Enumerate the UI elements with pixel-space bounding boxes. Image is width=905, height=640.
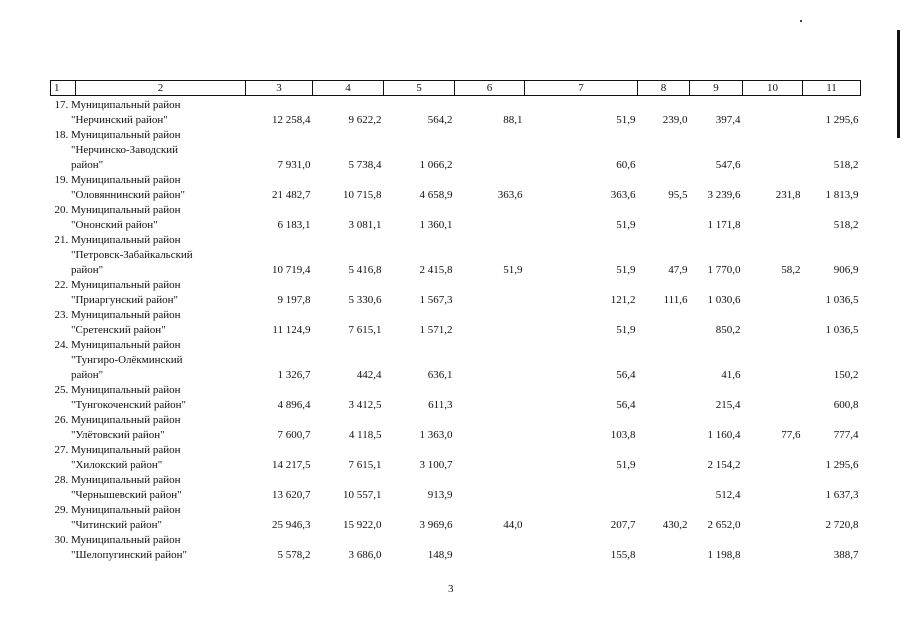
value-cell-c3: 25 946,3 — [272, 519, 311, 531]
header-cell: 7 — [525, 81, 638, 96]
value-cell-c11: 1 036,5 — [825, 294, 859, 306]
district-name: 17. Муниципальный район "Нерчинский район" — [54, 99, 181, 126]
value-cell-c6 — [455, 473, 525, 503]
value-cell-c6 — [455, 383, 525, 413]
table-row — [51, 383, 861, 413]
value-cell-c8 — [638, 308, 690, 338]
value-cell-c5: 4 658,9 — [419, 189, 453, 201]
value-cell-c4: 3 686,0 — [348, 549, 382, 561]
value-cell-c6 — [455, 413, 525, 443]
district-name: 21. Муниципальный район "Петровск-Забайкальский район" — [54, 234, 193, 276]
district-name: 28. Муниципальный район "Чернышевский район" — [54, 474, 182, 501]
value-cell-c8 — [638, 128, 690, 173]
value-cell-c5: 1 363,0 — [419, 429, 453, 441]
value-cell-c3: 6 183,1 — [277, 219, 311, 231]
value-cell-c11: 1 295,6 — [825, 114, 859, 126]
value-cell-c9: 41,6 — [721, 369, 741, 381]
value-cell-c9: 2 154,2 — [707, 459, 741, 471]
value-cell-c4: 5 330,6 — [348, 294, 382, 306]
value-cell-c7: 60,6 — [616, 159, 636, 171]
value-cell-c9: 1 030,6 — [707, 294, 741, 306]
value-cell-c6 — [455, 338, 525, 383]
table-row — [51, 413, 861, 443]
column-number-header — [51, 81, 861, 96]
value-cell-c4: 10 715,8 — [343, 189, 382, 201]
table-row — [51, 233, 861, 278]
value-cell-c5: 1 567,3 — [419, 294, 453, 306]
value-cell-c3: 1 326,7 — [277, 369, 311, 381]
table-row — [51, 338, 861, 383]
value-cell-c10 — [743, 473, 803, 503]
value-cell-c5: 1 066,2 — [419, 159, 453, 171]
page-number: 3 — [448, 583, 454, 595]
value-cell-c11: 150,2 — [833, 369, 859, 381]
value-cell-c11: 906,9 — [833, 264, 859, 276]
value-cell-c7: 207,7 — [610, 519, 636, 531]
value-cell-c7: 103,8 — [610, 429, 636, 441]
value-cell-c9: 547,6 — [715, 159, 741, 171]
value-cell-c7: 51,9 — [616, 264, 636, 276]
value-cell-c5: 913,9 — [427, 489, 453, 501]
value-cell-c3: 9 197,8 — [277, 294, 311, 306]
value-cell-c7 — [525, 473, 638, 503]
value-cell-c10: 58,2 — [781, 264, 801, 276]
value-cell-c10: 231,8 — [775, 189, 801, 201]
table-row — [51, 98, 861, 128]
value-cell-c6: 88,1 — [503, 114, 523, 126]
header-cell: 4 — [313, 81, 384, 96]
value-cell-c3: 10 719,4 — [272, 264, 311, 276]
value-cell-c3: 14 217,5 — [272, 459, 311, 471]
value-cell-c9: 2 652,0 — [707, 519, 741, 531]
value-cell-c10 — [743, 503, 803, 533]
value-cell-c6 — [455, 278, 525, 308]
value-cell-c10: 77,6 — [781, 429, 801, 441]
value-cell-c8 — [638, 383, 690, 413]
budget-table — [50, 80, 861, 563]
margin-mark — [897, 30, 900, 138]
value-cell-c4: 3 412,5 — [348, 399, 382, 411]
value-cell-c8: 239,0 — [662, 114, 688, 126]
value-cell-c11: 777,4 — [833, 429, 859, 441]
value-cell-c7: 56,4 — [616, 399, 636, 411]
header-cell: 1 — [51, 81, 76, 96]
table-row — [51, 278, 861, 308]
value-cell-c11: 388,7 — [833, 549, 859, 561]
value-cell-c5: 611,3 — [428, 399, 453, 411]
value-cell-c6 — [455, 203, 525, 233]
value-cell-c11: 2 720,8 — [825, 519, 859, 531]
value-cell-c5: 1 571,2 — [419, 324, 453, 336]
value-cell-c8: 95,5 — [668, 189, 688, 201]
value-cell-c6 — [455, 128, 525, 173]
value-cell-c11: 1 036,5 — [825, 324, 859, 336]
value-cell-c4: 9 622,2 — [348, 114, 382, 126]
value-cell-c8 — [638, 443, 690, 473]
header-cell: 6 — [455, 81, 525, 96]
value-cell-c4: 5 416,8 — [348, 264, 382, 276]
value-cell-c5: 636,1 — [427, 369, 453, 381]
value-cell-c10 — [743, 98, 803, 128]
value-cell-c10 — [743, 278, 803, 308]
value-cell-c8 — [638, 533, 690, 563]
header-cell: 11 — [803, 81, 861, 96]
table-row — [51, 503, 861, 533]
value-cell-c4: 7 615,1 — [348, 324, 382, 336]
value-cell-c3: 21 482,7 — [272, 189, 311, 201]
value-cell-c10 — [743, 203, 803, 233]
value-cell-c8: 47,9 — [668, 264, 688, 276]
value-cell-c3: 4 896,4 — [277, 399, 311, 411]
value-cell-c5: 3 969,6 — [419, 519, 453, 531]
value-cell-c5: 1 360,1 — [419, 219, 453, 231]
value-cell-c8 — [638, 338, 690, 383]
table-row — [51, 443, 861, 473]
value-cell-c9: 1 171,8 — [707, 219, 741, 231]
value-cell-c11: 1 295,6 — [825, 459, 859, 471]
header-cell: 2 — [76, 81, 246, 96]
value-cell-c11: 518,2 — [833, 219, 859, 231]
value-cell-c7: 51,9 — [616, 324, 636, 336]
header-cell: 10 — [743, 81, 803, 96]
value-cell-c7: 51,9 — [616, 459, 636, 471]
value-cell-c7: 155,8 — [610, 549, 636, 561]
value-cell-c9: 1 160,4 — [707, 429, 741, 441]
scan-speck — [800, 20, 802, 22]
value-cell-c4: 7 615,1 — [348, 459, 382, 471]
value-cell-c3: 12 258,4 — [272, 114, 311, 126]
value-cell-c10 — [743, 443, 803, 473]
district-name: 18. Муниципальный район "Нерчинско-Заводский район" — [54, 129, 181, 171]
district-name: 24. Муниципальный район "Тунгиро-Олёкминский район" — [54, 339, 183, 381]
value-cell-c7: 121,2 — [610, 294, 636, 306]
value-cell-c4: 3 081,1 — [348, 219, 382, 231]
value-cell-c10 — [743, 338, 803, 383]
district-name: 25. Муниципальный район "Тунгокоченский район" — [54, 384, 186, 411]
table-row — [51, 473, 861, 503]
value-cell-c6 — [455, 308, 525, 338]
value-cell-c5: 564,2 — [427, 114, 453, 126]
value-cell-c3: 7 931,0 — [277, 159, 311, 171]
value-cell-c8 — [638, 473, 690, 503]
value-cell-c8: 430,2 — [662, 519, 688, 531]
value-cell-c10 — [743, 533, 803, 563]
value-cell-c4: 10 557,1 — [343, 489, 382, 501]
value-cell-c8 — [638, 203, 690, 233]
value-cell-c7: 363,6 — [610, 189, 636, 201]
district-name: 23. Муниципальный район "Сретенский район" — [54, 309, 181, 336]
header-cell: 3 — [246, 81, 313, 96]
value-cell-c7: 51,9 — [616, 219, 636, 231]
value-cell-c6 — [455, 533, 525, 563]
value-cell-c8: 111,6 — [663, 294, 688, 306]
value-cell-c11: 600,8 — [833, 399, 859, 411]
table-row — [51, 308, 861, 338]
value-cell-c6: 51,9 — [503, 264, 523, 276]
value-cell-c9: 512,4 — [715, 489, 741, 501]
value-cell-c6: 363,6 — [497, 189, 523, 201]
district-name: 19. Муниципальный район "Оловяннинский район" — [54, 174, 185, 201]
district-name: 27. Муниципальный район "Хилокский район" — [54, 444, 181, 471]
value-cell-c10 — [743, 128, 803, 173]
value-cell-c7: 51,9 — [616, 114, 636, 126]
value-cell-c5: 2 415,8 — [419, 264, 453, 276]
value-cell-c9: 1 770,0 — [707, 264, 741, 276]
header-cell: 5 — [384, 81, 455, 96]
value-cell-c10 — [743, 308, 803, 338]
value-cell-c11: 1 813,9 — [825, 189, 859, 201]
table-row — [51, 533, 861, 563]
value-cell-c9: 397,4 — [715, 114, 741, 126]
district-name: 22. Муниципальный район "Приаргунский район" — [54, 279, 181, 306]
value-cell-c9: 215,4 — [715, 399, 741, 411]
value-cell-c4: 5 738,4 — [348, 159, 382, 171]
table-row — [51, 173, 861, 203]
value-cell-c9: 3 239,6 — [707, 189, 741, 201]
value-cell-c4: 4 118,5 — [348, 429, 382, 441]
value-cell-c11: 518,2 — [833, 159, 859, 171]
value-cell-c9: 850,2 — [715, 324, 741, 336]
value-cell-c3: 13 620,7 — [272, 489, 311, 501]
value-cell-c4: 15 922,0 — [343, 519, 382, 531]
value-cell-c11: 1 637,3 — [825, 489, 859, 501]
value-cell-c3: 5 578,2 — [277, 549, 311, 561]
header-cell: 9 — [690, 81, 743, 96]
table-row — [51, 203, 861, 233]
value-cell-c4: 442,4 — [356, 369, 382, 381]
district-name: 26. Муниципальный район "Улётовский район" — [54, 414, 181, 441]
value-cell-c5: 148,9 — [427, 549, 453, 561]
value-cell-c6 — [455, 443, 525, 473]
value-cell-c7: 56,4 — [616, 369, 636, 381]
value-cell-c3: 11 124,9 — [272, 324, 311, 336]
value-cell-c5: 3 100,7 — [419, 459, 453, 471]
table-row — [51, 128, 861, 173]
value-cell-c8 — [638, 413, 690, 443]
header-cell: 8 — [638, 81, 690, 96]
value-cell-c6: 44,0 — [503, 519, 523, 531]
district-name: 29. Муниципальный район "Читинский район" — [54, 504, 181, 531]
district-name: 20. Муниципальный район "Ононский район" — [54, 204, 181, 231]
value-cell-c9: 1 198,8 — [707, 549, 741, 561]
district-name: 30. Муниципальный район "Шелопугинский район" — [54, 534, 188, 561]
value-cell-c10 — [743, 383, 803, 413]
value-cell-c3: 7 600,7 — [277, 429, 311, 441]
